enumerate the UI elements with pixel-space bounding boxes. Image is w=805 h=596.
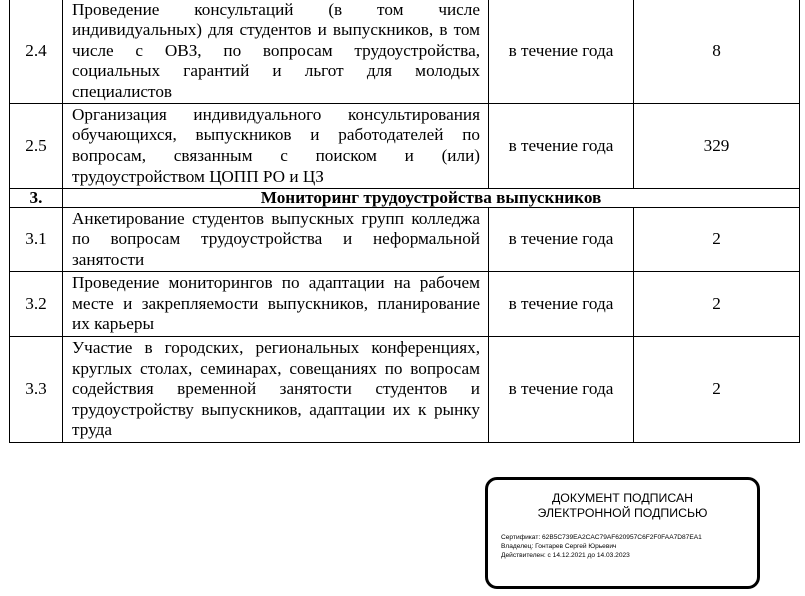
stamp-certificate: Сертификат: 62B5C739EA2CAC79AF620957C6F2F0FAA7D87EA1 (501, 534, 702, 541)
row-activity (63, 208, 489, 272)
row-activity (63, 0, 489, 104)
stamp-heading (488, 491, 757, 521)
row-activity-text: Анкетирование студентов выпускных групп колледжа по вопросам трудоустройства и неформальной занятости (72, 208, 480, 269)
row-value: 2 (634, 337, 800, 443)
row-activity (63, 337, 489, 443)
stamp-details (501, 533, 757, 560)
row-term: в течение года (489, 337, 634, 443)
table-row (10, 208, 800, 272)
stamp-owner: Владелец: Гонтарев Сергей Юрьевич (501, 543, 617, 550)
row-number: 2.5 (10, 104, 63, 189)
row-activity-text: Организация индивидуального консультирования обучающихся, выпускников и работодателей по вопросам, связанным с поиском и (или) трудоустройством ЦОПП РО и ЦЗ (72, 104, 480, 186)
row-term: в течение года (489, 272, 634, 337)
row-term: в течение года (489, 104, 634, 189)
electronic-signature-stamp (485, 477, 760, 589)
row-number: 3.3 (10, 337, 63, 443)
row-value: 8 (634, 0, 800, 104)
row-activity-text: Участие в городских, региональных конференциях, круглых столах, семинарах, совещаниях по вопросам содействия временной занятости студентов и трудоустройству выпускников, адаптации их к рынку труда (72, 338, 480, 440)
row-value: 329 (634, 104, 800, 189)
row-activity (63, 104, 489, 189)
row-number: 2.4 (10, 0, 63, 104)
row-value: 2 (634, 208, 800, 272)
row-number: 3.2 (10, 272, 63, 337)
section-header-row (10, 189, 800, 208)
stamp-line-2: ЭЛЕКТРОННОЙ ПОДПИСЬЮ (537, 506, 708, 520)
plan-table (9, 0, 800, 443)
row-number: 3.1 (10, 208, 63, 272)
section-number: 3. (10, 189, 63, 208)
table-row (10, 0, 800, 104)
row-activity-text: Проведение мониторингов по адаптации на рабочем месте и закрепляемости выпускников, планирование их карьеры (72, 273, 480, 334)
row-activity-text: Проведение консультаций (в том числе индивидуальных) для студентов и выпускников, в том числе с ОВЗ, по вопросам трудоустройства, социальных гарантий и льгот для молодых специалистов (72, 0, 480, 101)
stamp-validity: Действителен: с 14.12.2021 до 14.03.2023 (501, 552, 630, 559)
row-term: в течение года (489, 0, 634, 104)
table-row (10, 104, 800, 189)
table-row (10, 337, 800, 443)
stamp-line-1: ДОКУМЕНТ ПОДПИСАН (551, 491, 694, 505)
row-term: в течение года (489, 208, 634, 272)
section-title: Мониторинг трудоустройства выпускников (63, 189, 800, 208)
row-value: 2 (634, 272, 800, 337)
row-activity (63, 272, 489, 337)
table-row (10, 272, 800, 337)
